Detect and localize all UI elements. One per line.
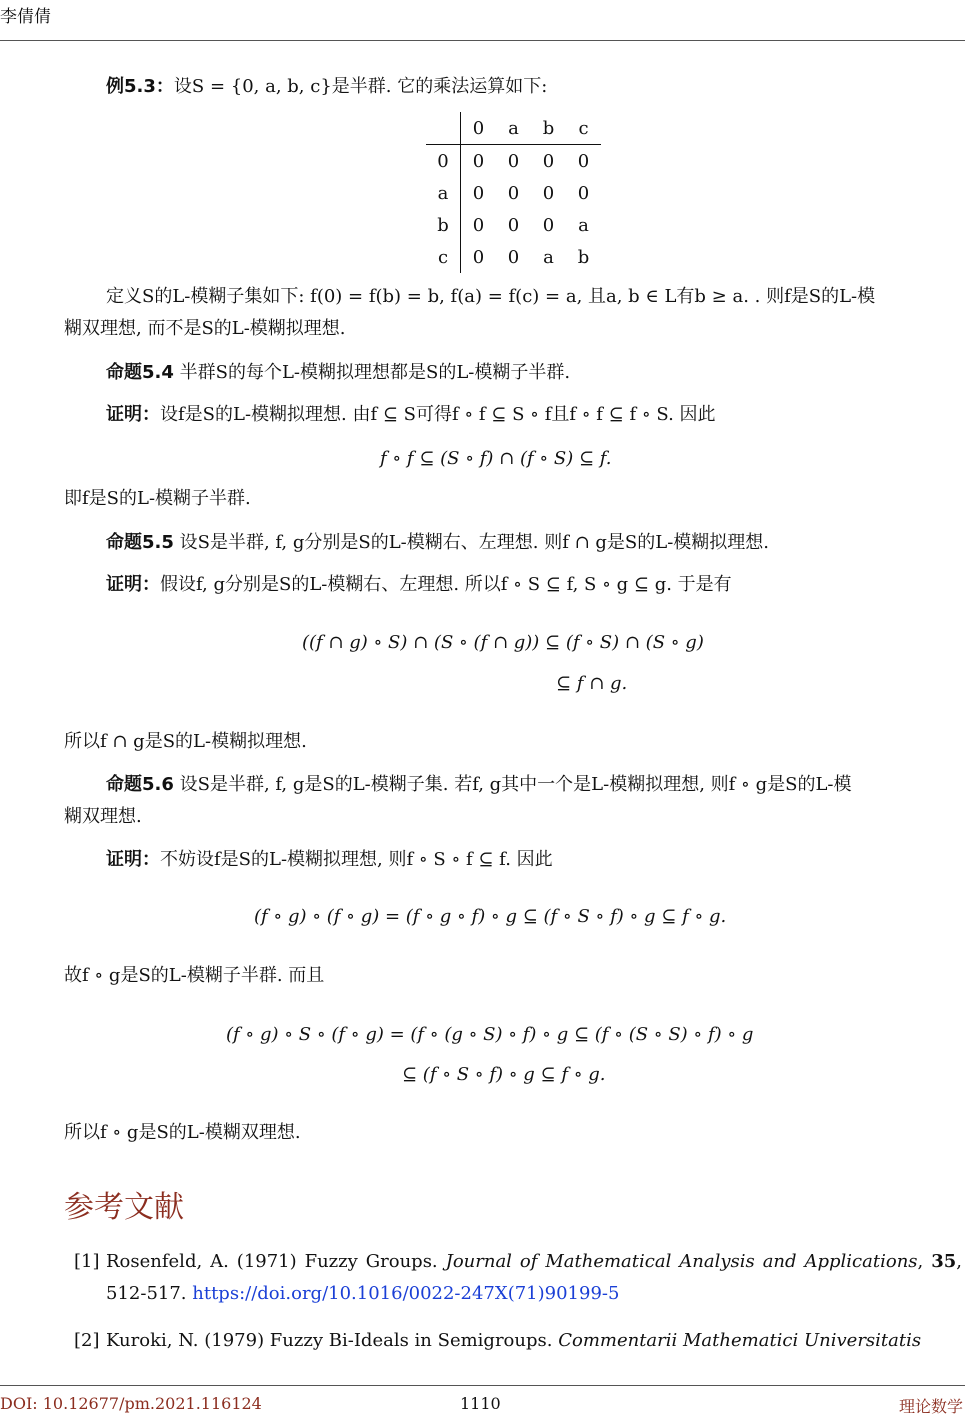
reference-journal: Commentarii Mathematici Universitatis	[558, 1330, 922, 1351]
proof-text: 设f是S的L-模糊拟理想. 由f ⊆ S可得f ∘ f ⊆ S ∘ f且f ∘ f ⊆ f ∘ S. 因此	[160, 404, 716, 425]
reference-authors: Rosenfeld, A. (1971) Fuzzy Groups.	[106, 1251, 446, 1272]
table-row	[426, 145, 601, 178]
proposition-text: 半群S的每个L-模糊拟理想都是S的L-模糊子半群.	[179, 362, 571, 383]
reference-number: [2]	[74, 1330, 100, 1351]
table-cell: 0	[577, 150, 590, 172]
proposition-text: 设S是半群, f, g是S的L-模糊子集. 若f, g其中一个是L-模糊拟理想, 则f ∘ g是S的L-模	[179, 774, 852, 795]
table-cell: 0	[507, 246, 520, 268]
table-cell: 0	[542, 214, 555, 236]
table-cell: 0	[507, 150, 520, 172]
table-header-row	[426, 112, 601, 145]
proof-5-5	[106, 570, 732, 600]
reference-authors: Kuroki, N. (1979) Fuzzy Bi-Ideals in Semigroups.	[106, 1330, 559, 1351]
reference-item	[74, 1246, 962, 1310]
conclusion-5-6: 所以f ∘ g是S的L-模糊双理想.	[64, 1122, 301, 1143]
table-corner-cell	[426, 112, 461, 145]
equation-5-4: f ∘ f ⊆ (S ∘ f) ∩ (f ∘ S) ⊆ f.	[380, 448, 612, 469]
proposition-label: 命题5.6	[106, 774, 174, 795]
example-label: 例5.3：	[106, 76, 174, 97]
table-cell: b	[577, 246, 590, 268]
table-cell: 0	[472, 214, 485, 236]
footer-journal-name: 理论数学	[898, 1397, 963, 1416]
proof-text: 假设f, g分别是S的L-模糊右、左理想. 所以f ∘ S ⊆ f, S ∘ g ⊆ g. 于是有	[160, 574, 732, 595]
example-intro-text: 设S = {0, a, b, c}是半群. 它的乘法运算如下:	[173, 76, 548, 97]
reference-journal: Journal of Mathematical Analysis and Applications	[445, 1251, 918, 1272]
table-col-header: a	[496, 112, 531, 145]
proof-label: 证明：	[106, 404, 160, 425]
running-header-author: 李倩倩	[0, 7, 51, 27]
proof-text: 不妨设f是S的L-模糊拟理想, 则f ∘ S ∘ f ⊆ f. 因此	[160, 849, 553, 870]
table-cell: 0	[542, 182, 555, 204]
table-row	[426, 177, 601, 209]
reference-sep: ,	[917, 1251, 932, 1272]
proof-5-4	[106, 400, 716, 430]
table-cell: 0	[472, 150, 485, 172]
proposition-label: 命题5.4	[106, 362, 174, 383]
table-cell: 0	[542, 150, 555, 172]
equation-5-5-line1: ((f ∩ g) ∘ S) ∩ (S ∘ (f ∩ g)) ⊆ (f ∘ S) ∩ (S ∘ g)	[302, 632, 704, 653]
reference-doi-link[interactable]: https://doi.org/10.1016/0022-247X(71)90199-5	[192, 1283, 620, 1304]
table-row-header: c	[426, 241, 461, 273]
proposition-text: 设S是半群, f, g分别是S的L-模糊右、左理想. 则f ∩ g是S的L-模糊拟理想.	[179, 532, 769, 553]
multiplication-table	[426, 112, 601, 273]
reference-body	[106, 1246, 962, 1310]
equation-5-6-a: (f ∘ g) ∘ (f ∘ g) = (f ∘ g ∘ f) ∘ g ⊆ (f ∘ S ∘ f) ∘ g ⊆ f ∘ g.	[254, 906, 727, 927]
proposition-5-5	[106, 528, 769, 558]
proof-label: 证明：	[106, 574, 160, 595]
table-row	[426, 209, 601, 241]
middle-5-6: 故f ∘ g是S的L-模糊子半群. 而且	[64, 965, 325, 986]
reference-item	[74, 1325, 962, 1357]
example-intro	[106, 72, 547, 102]
table-cell: 0	[577, 182, 590, 204]
equation-5-6-b-line2: ⊆ (f ∘ S ∘ f) ∘ g ⊆ f ∘ g.	[402, 1064, 606, 1085]
table-cell: 0	[472, 182, 485, 204]
header-rule	[0, 40, 965, 41]
table-col-header: b	[531, 112, 566, 145]
reference-volume: 35	[931, 1251, 957, 1272]
table-cell: 0	[507, 182, 520, 204]
table-row-header: b	[426, 209, 461, 241]
example-definition-line1: 定义S的L-模糊子集如下: f(0) = f(b) = b, f(a) = f(c) = a, 且a, b ∈ L有b ≥ a. . 则f是S的L-模	[106, 286, 876, 307]
proof-label: 证明：	[106, 849, 160, 870]
table-cell: 0	[472, 246, 485, 268]
example-definition-line2: 糊双理想, 而不是S的L-模糊拟理想.	[64, 318, 346, 339]
conclusion-5-5: 所以f ∩ g是S的L-模糊拟理想.	[64, 731, 307, 752]
table-cell: a	[578, 214, 589, 236]
reference-number: [1]	[74, 1251, 100, 1272]
references-title: 参考文献	[64, 1190, 184, 1225]
equation-5-6-b-line1: (f ∘ g) ∘ S ∘ (f ∘ g) = (f ∘ (g ∘ S) ∘ f) ∘ g ⊆ (f ∘ (S ∘ S) ∘ f) ∘ g	[226, 1024, 754, 1045]
proposition-5-4	[106, 358, 570, 388]
proof-5-6	[106, 845, 553, 875]
proposition-label: 命题5.5	[106, 532, 174, 553]
table-col-header: 0	[461, 112, 497, 145]
table-cell: a	[543, 246, 554, 268]
conclusion-5-4: 即f是S的L-模糊子半群.	[64, 488, 251, 509]
proposition-5-6-line2: 糊双理想.	[64, 806, 142, 827]
table-cell: 0	[507, 214, 520, 236]
footer-rule	[0, 1385, 965, 1386]
proposition-5-6-line1	[106, 770, 851, 800]
table-row-header: a	[426, 177, 461, 209]
reference-body	[106, 1325, 962, 1357]
page-number: 1110	[460, 1394, 501, 1413]
table-row	[426, 241, 601, 273]
table-col-header: c	[566, 112, 601, 145]
table-row-header: 0	[426, 145, 461, 178]
footer-doi[interactable]: DOI: 10.12677/pm.2021.116124	[0, 1394, 262, 1413]
equation-5-5-line2: ⊆ f ∩ g.	[556, 673, 628, 694]
reference-pages: , 512-517.	[106, 1251, 962, 1304]
